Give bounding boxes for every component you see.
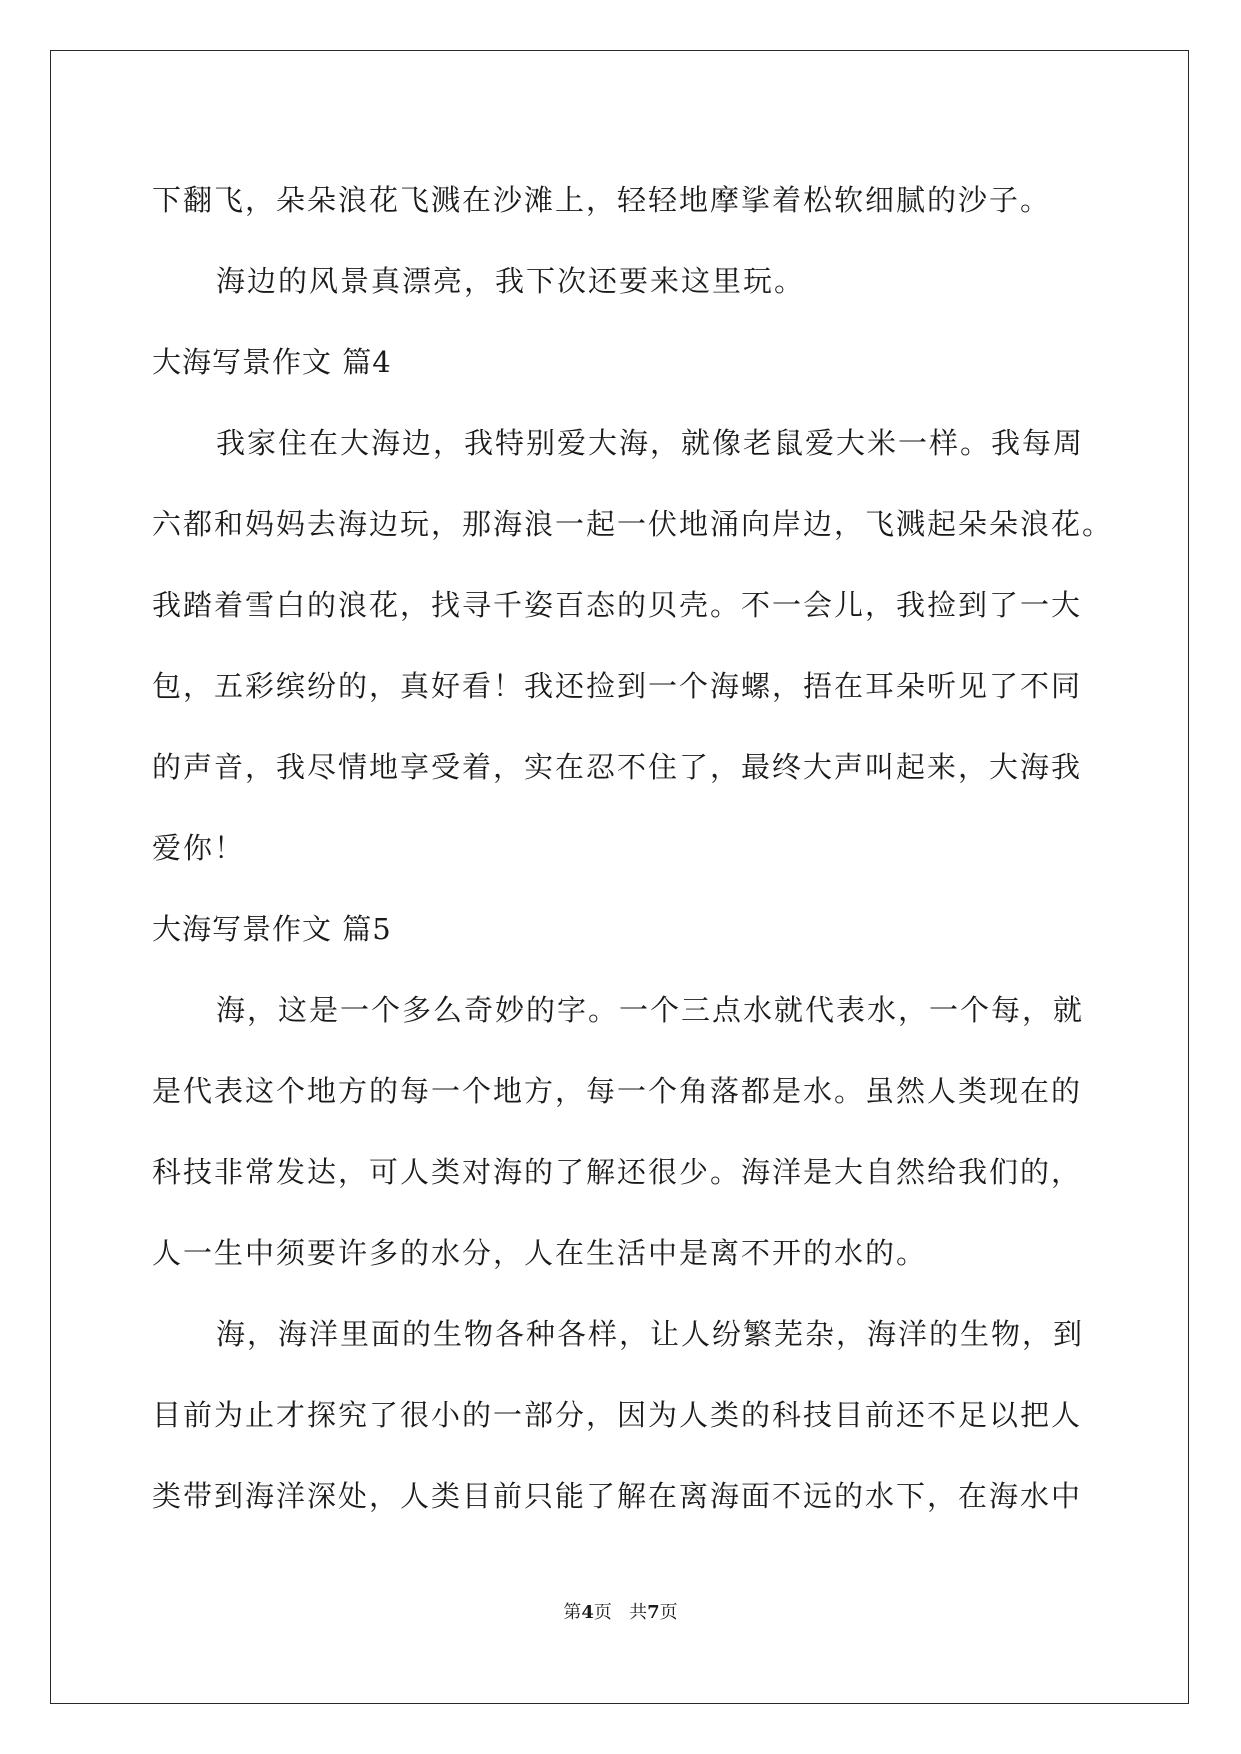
paragraph-line: 类带到海洋深处，人类目前只能了解在离海面不远的水下，在海水中 — [152, 1479, 1083, 1513]
paragraph-line: 海，海洋里面的生物各种各样，让人纷繁芜杂，海洋的生物，到 — [216, 1317, 1085, 1351]
paragraph-line: 海边的风景真漂亮，我下次还要来这里玩。 — [216, 264, 806, 298]
total-page-count: 7 — [647, 1602, 660, 1623]
paragraph-line: 六都和妈妈去海边玩，那海浪一起一伏地涌向岸边，飞溅起朵朵浪花。 — [152, 507, 1114, 541]
paragraph-line: 海，这是一个多么奇妙的字。一个三点水就代表水，一个每，就 — [216, 993, 1085, 1027]
footer-middle: 页 共 — [593, 1602, 648, 1623]
current-page-number: 4 — [581, 1602, 594, 1623]
paragraph-line: 科技非常发达，可人类对海的了解还很少。海洋是大自然给我们的， — [152, 1155, 1083, 1189]
paragraph-line: 我家住在大海边，我特别爱大海，就像老鼠爱大米一样。我每周 — [216, 426, 1085, 460]
paragraph-line: 目前为止才探究了很小的一部分，因为人类的科技目前还不足以把人 — [152, 1398, 1083, 1432]
footer-suffix: 页 — [659, 1602, 678, 1623]
section-heading: 大海写景作文 篇5 — [152, 912, 392, 946]
paragraph-line: 爱你！ — [152, 831, 246, 865]
section-heading: 大海写景作文 篇4 — [152, 345, 392, 379]
paragraph-line: 包，五彩缤纷的，真好看！我还捡到一个海螺，捂在耳朵听见了不同 — [152, 669, 1083, 703]
paragraph-line: 的声音，我尽情地享受着，实在忍不住了，最终大声叫起来，大海我 — [152, 750, 1083, 784]
footer-prefix: 第 — [563, 1602, 582, 1623]
document-body — [152, 160, 1114, 1537]
paragraph-line: 人一生中须要许多的水分，人在生活中是离不开的水的。 — [152, 1236, 928, 1270]
page-footer — [0, 1598, 1241, 1624]
paragraph-line: 下翻飞，朵朵浪花飞溅在沙滩上，轻轻地摩挲着松软细腻的沙子。 — [152, 183, 1052, 217]
paragraph-line: 是代表这个地方的每一个地方，每一个角落都是水。虽然人类现在的 — [152, 1074, 1083, 1108]
paragraph-line: 我踏着雪白的浪花，找寻千姿百态的贝壳。不一会儿，我捡到了一大 — [152, 588, 1083, 622]
